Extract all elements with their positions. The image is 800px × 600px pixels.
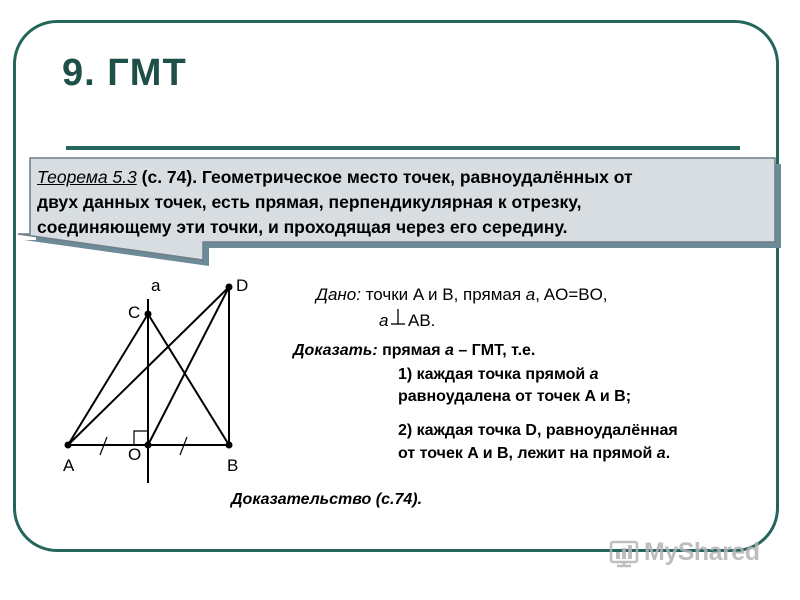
point-D [226,284,233,291]
prove-label: Доказать: [293,342,378,359]
slide-title: 9. ГМТ [62,52,187,94]
label-line-a: a [151,276,161,295]
prove-line [293,340,535,361]
prove-text-end: – ГМТ, т.е. [453,342,536,359]
point-C [145,311,152,318]
given-text-end: , AO=BO, [535,285,608,304]
given-line-1 [316,284,608,305]
prove-item-1-line-1 [398,364,599,385]
point-A [65,442,72,449]
theorem-line-3: соединяющему эти точки, и проходящая через его середину. [37,217,568,237]
theorem-line-1-rest: (с. 74). Геометрическое место точек, равноудалённых от [136,167,633,187]
label-B: B [227,456,239,475]
given-text: точки A и B, прямая [365,285,526,304]
theorem-title: Теорема 5.3 [37,167,137,187]
segment-CB [148,314,229,445]
given-perp-right: AB. [408,311,436,330]
label-A: A [63,456,75,475]
label-O: O [128,445,142,464]
prove-item-2-line-1: 2) каждая точка D, равноудалённая [398,422,678,439]
prove-item-2-line-name: a [656,445,666,462]
point-B [226,442,233,449]
prove-item-1-line-2: равноудалена от точек A и B; [398,388,632,405]
proof-reference: Доказательство (с.74). [231,491,423,508]
prove-item-2-text: от точек A и B, лежит на прямой [398,445,657,462]
given-line-name: a [525,285,536,304]
theorem-line-2: двух данных точек, есть прямая, перпендикулярная к отрезку, [37,192,582,212]
prove-item-2-line-2 [398,443,670,464]
prove-text: прямая [382,342,445,359]
label-D: D [236,276,249,295]
prove-item-2-end: . [665,445,671,462]
segment-OD [148,287,229,445]
watermark-text: MyShared [644,538,760,566]
given-label: Дано: [316,285,361,304]
given-perp-left: a [379,311,389,330]
prove-line-name: a [444,342,454,359]
perpendicular-icon [391,309,405,325]
prove-item-1-text: 1) каждая точка прямой [398,366,590,383]
point-O [145,442,152,449]
label-C: C [128,303,141,322]
prove-item-1-line-name: a [589,366,599,383]
